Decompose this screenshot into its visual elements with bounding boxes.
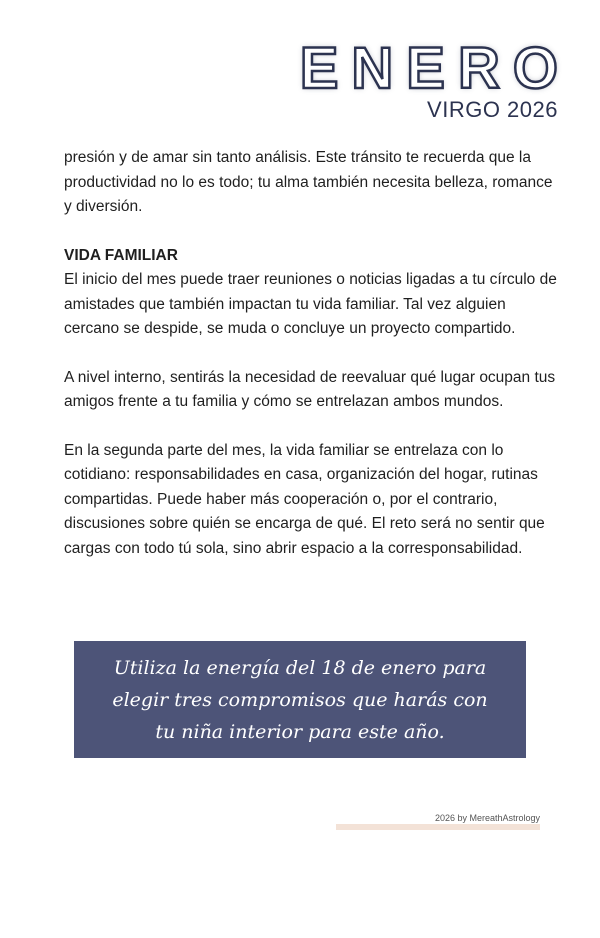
spacer [64, 342, 564, 366]
section-title: VIDA FAMILIAR [64, 246, 178, 264]
spacer [64, 220, 564, 244]
body-text [64, 146, 564, 561]
quote-box [74, 641, 526, 758]
month-title: ENERO [299, 36, 571, 101]
footer-bar [336, 824, 540, 830]
section-paragraph-1: El inicio del mes puede traer reuniones o noticias ligadas a tu círculo de amistades que también impactan tu vida familiar. Tal vez alguien cercano se despide, se muda o concluye un proyecto compartido. [64, 271, 557, 337]
quote-text: Utiliza la energía del 18 de enero para elegir tres compromisos que harás con tu niña interior para este año. [112, 656, 488, 743]
section-paragraph-3: En la segunda parte del mes, la vida familiar se entrelaza con lo cotidiano: responsabilidades en casa, organización del hogar, rutinas compartidas. Puede haber más cooperación o, por el contrario, discusiones sobre quién se encarga de qué. El reto será no sentir que cargas con todo tú sola, sino abrir espacio a la corresponsabilidad. [64, 441, 545, 557]
section-paragraph-2: A nivel interno, sentirás la necesidad de reevaluar qué lugar ocupan tus amigos frente a tu familia y cómo se entrelazan ambos mundos. [64, 368, 556, 410]
footer-credit: 2026 by MereathAstrology [434, 813, 540, 823]
spacer [64, 415, 564, 439]
intro-paragraph: presión y de amar sin tanto análisis. Este tránsito te recuerda que la productividad no lo es todo; tu alma también necesita belleza, romance y diversión. [64, 149, 553, 215]
page-header [299, 36, 571, 122]
sign-year-subtitle: VIRGO 2026 [427, 97, 558, 122]
